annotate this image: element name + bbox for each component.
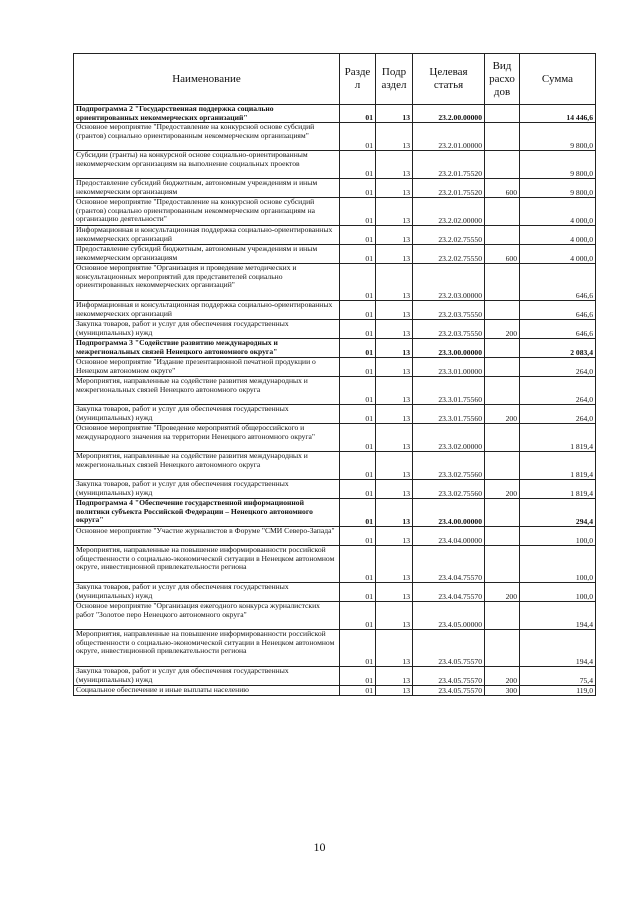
header-subsection: Подр аздел — [376, 54, 413, 105]
cell-target-article: 23.3.01.75560 — [413, 405, 485, 424]
header-sum: Сумма — [520, 54, 596, 105]
cell-target-article: 23.3.02.75560 — [413, 452, 485, 480]
cell-name: Социальное обеспечение и иные выплаты населению — [74, 686, 340, 696]
cell-sum: 294,4 — [520, 499, 596, 527]
table-row — [74, 301, 596, 320]
cell-target-article: 23.2.01.75520 — [413, 151, 485, 179]
cell-section: 01 — [340, 667, 376, 686]
cell-expense-type — [485, 358, 520, 377]
cell-section: 01 — [340, 377, 376, 405]
cell-expense-type — [485, 264, 520, 301]
cell-section: 01 — [340, 424, 376, 452]
cell-sum: 264,0 — [520, 358, 596, 377]
table-row — [74, 452, 596, 480]
cell-subsection: 13 — [376, 123, 413, 151]
cell-name: Закупка товаров, работ и услуг для обеспечения государственных (муниципальных) нужд — [74, 405, 340, 424]
cell-section: 01 — [340, 405, 376, 424]
cell-expense-type: 200 — [485, 480, 520, 499]
table-row — [74, 179, 596, 198]
cell-name: Мероприятия, направленные на повышение информированности российской общественности о социально-экономической ситуации в Ненецком автономном округе, инвестиционной привлекательности региона — [74, 630, 340, 667]
cell-name: Информационная и консультационная поддержка социально-ориентированных некоммерческих организаций — [74, 226, 340, 245]
cell-sum: 646,6 — [520, 320, 596, 339]
cell-target-article: 23.2.02.75550 — [413, 226, 485, 245]
cell-section: 01 — [340, 320, 376, 339]
table-body — [74, 105, 596, 696]
table-row — [74, 377, 596, 405]
cell-name: Закупка товаров, работ и услуг для обеспечения государственных (муниципальных) нужд — [74, 320, 340, 339]
cell-target-article: 23.4.05.00000 — [413, 602, 485, 630]
cell-expense-type — [485, 105, 520, 123]
cell-expense-type: 200 — [485, 667, 520, 686]
cell-name: Мероприятия, направленные на повышение информированности российской общественности о социально-экономической ситуации в Ненецком автономном округе, инвестиционной привлекательности региона — [74, 546, 340, 583]
cell-name: Подпрограмма 3 "Содействие развитию международных и межрегиональных связей Ненецкого автономного округа" — [74, 339, 340, 358]
cell-target-article: 23.2.01.75520 — [413, 179, 485, 198]
cell-target-article: 23.4.00.00000 — [413, 499, 485, 527]
table-row — [74, 105, 596, 123]
cell-sum: 1 819,4 — [520, 452, 596, 480]
cell-sum: 9 800,0 — [520, 179, 596, 198]
cell-target-article: 23.4.05.75570 — [413, 630, 485, 667]
cell-expense-type — [485, 602, 520, 630]
header-name: Наименование — [74, 54, 340, 105]
cell-name: Субсидии (гранты) на конкурсной основе социально-ориентированным некоммерческим организациям на выполнение социальных проектов — [74, 151, 340, 179]
table-row — [74, 499, 596, 527]
cell-section: 01 — [340, 686, 376, 696]
cell-subsection: 13 — [376, 452, 413, 480]
cell-sum: 264,0 — [520, 377, 596, 405]
cell-subsection: 13 — [376, 667, 413, 686]
table-row — [74, 320, 596, 339]
cell-name: Основное мероприятие "Организация ежегодного конкурса журналистских работ "Золотое перо Ненецкого автономного округа" — [74, 602, 340, 630]
cell-section: 01 — [340, 226, 376, 245]
cell-expense-type — [485, 452, 520, 480]
table-row — [74, 667, 596, 686]
table-row — [74, 630, 596, 667]
cell-sum: 100,0 — [520, 546, 596, 583]
cell-expense-type — [485, 377, 520, 405]
table-row — [74, 424, 596, 452]
cell-section: 01 — [340, 179, 376, 198]
table-row — [74, 686, 596, 696]
table-row — [74, 405, 596, 424]
cell-target-article: 23.4.05.75570 — [413, 686, 485, 696]
cell-name: Основное мероприятие "Участие журналистов в Форуме "СМИ Северо-Запада" — [74, 527, 340, 546]
cell-target-article: 23.2.03.75550 — [413, 320, 485, 339]
table-row — [74, 546, 596, 583]
cell-name: Подпрограмма 4 "Обеспечение государственной информационной политики субъекта Российской Федерации – Ненецкого автономного округа" — [74, 499, 340, 527]
cell-section: 01 — [340, 480, 376, 499]
cell-section: 01 — [340, 602, 376, 630]
table-row — [74, 358, 596, 377]
table-row — [74, 339, 596, 358]
cell-subsection: 13 — [376, 424, 413, 452]
cell-expense-type — [485, 630, 520, 667]
cell-expense-type: 600 — [485, 245, 520, 264]
cell-name: Мероприятия, направленные на содействие развития международных и межрегиональных связей Ненецкого автономного округа — [74, 452, 340, 480]
cell-subsection: 13 — [376, 151, 413, 179]
cell-sum: 119,0 — [520, 686, 596, 696]
cell-target-article: 23.3.01.00000 — [413, 358, 485, 377]
cell-section: 01 — [340, 358, 376, 377]
cell-name: Основное мероприятие "Издание презентационной печатной продукции о Ненецком автономном округе" — [74, 358, 340, 377]
table-row — [74, 583, 596, 602]
cell-expense-type — [485, 198, 520, 226]
cell-sum: 4 000,0 — [520, 226, 596, 245]
table-header-row — [74, 54, 596, 105]
cell-expense-type: 200 — [485, 405, 520, 424]
table-row — [74, 123, 596, 151]
cell-sum: 9 800,0 — [520, 151, 596, 179]
cell-sum: 100,0 — [520, 583, 596, 602]
cell-sum: 75,4 — [520, 667, 596, 686]
cell-target-article: 23.4.04.00000 — [413, 527, 485, 546]
cell-target-article: 23.2.00.00000 — [413, 105, 485, 123]
cell-expense-type — [485, 499, 520, 527]
page-number: 10 — [313, 840, 326, 854]
cell-name: Предоставление субсидий бюджетным, автономным учреждениям и иным некоммерческим организациям — [74, 179, 340, 198]
cell-sum: 194,4 — [520, 630, 596, 667]
cell-name: Основное мероприятие "Организация и проведение методических и консультационных мероприятий для представителей социально ориентированных некоммерческих организаций" — [74, 264, 340, 301]
cell-subsection: 13 — [376, 245, 413, 264]
cell-expense-type — [485, 123, 520, 151]
cell-name: Предоставление субсидий бюджетным, автономным учреждениям и иным некоммерческим организациям — [74, 245, 340, 264]
cell-target-article: 23.3.02.75560 — [413, 480, 485, 499]
cell-target-article: 23.3.01.75560 — [413, 377, 485, 405]
cell-name: Информационная и консультационная поддержка социально-ориентированных некоммерческих организаций — [74, 301, 340, 320]
cell-target-article: 23.3.02.00000 — [413, 424, 485, 452]
cell-section: 01 — [340, 245, 376, 264]
cell-subsection: 13 — [376, 405, 413, 424]
cell-expense-type — [485, 424, 520, 452]
header-target-article: Целевая статья — [413, 54, 485, 105]
cell-section: 01 — [340, 301, 376, 320]
cell-name: Основное мероприятие "Предоставление на конкурсной основе субсидий (грантов) социально ориентированным некоммерческим организациям на организацию деятельности" — [74, 198, 340, 226]
cell-subsection: 13 — [376, 198, 413, 226]
header-expense-type: Вид расхо дов — [485, 54, 520, 105]
cell-name: Подпрограмма 2 "Государственная поддержка социально ориентированных некоммерческих организаций" — [74, 105, 340, 123]
cell-section: 01 — [340, 123, 376, 151]
cell-subsection: 13 — [376, 179, 413, 198]
cell-subsection: 13 — [376, 527, 413, 546]
cell-sum: 1 819,4 — [520, 480, 596, 499]
cell-section: 01 — [340, 527, 376, 546]
cell-subsection: 13 — [376, 358, 413, 377]
table-row — [74, 602, 596, 630]
cell-subsection: 13 — [376, 630, 413, 667]
table-row — [74, 480, 596, 499]
cell-subsection: 13 — [376, 226, 413, 245]
cell-expense-type: 600 — [485, 179, 520, 198]
cell-section: 01 — [340, 105, 376, 123]
cell-name: Закупка товаров, работ и услуг для обеспечения государственных (муниципальных) нужд — [74, 667, 340, 686]
cell-section: 01 — [340, 499, 376, 527]
cell-target-article: 23.4.04.75570 — [413, 546, 485, 583]
cell-sum: 14 446,6 — [520, 105, 596, 123]
budget-table-sheet — [73, 53, 595, 696]
cell-target-article: 23.3.00.00000 — [413, 339, 485, 358]
cell-sum: 2 083,4 — [520, 339, 596, 358]
cell-name: Основное мероприятие "Проведение мероприятий общероссийского и международного значения на территории Ненецкого автономного округа" — [74, 424, 340, 452]
cell-subsection: 13 — [376, 480, 413, 499]
cell-expense-type: 300 — [485, 686, 520, 696]
cell-target-article: 23.2.02.00000 — [413, 198, 485, 226]
cell-sum: 9 800,0 — [520, 123, 596, 151]
cell-name: Закупка товаров, работ и услуг для обеспечения государственных (муниципальных) нужд — [74, 480, 340, 499]
table-row — [74, 245, 596, 264]
cell-subsection: 13 — [376, 499, 413, 527]
cell-name: Закупка товаров, работ и услуг для обеспечения государственных (муниципальных) нужд — [74, 583, 340, 602]
cell-target-article: 23.2.03.75550 — [413, 301, 485, 320]
cell-name: Мероприятия, направленные на содействие развития международных и межрегиональных связей Ненецкого автономного округа — [74, 377, 340, 405]
cell-target-article: 23.2.01.00000 — [413, 123, 485, 151]
cell-subsection: 13 — [376, 320, 413, 339]
cell-expense-type — [485, 301, 520, 320]
cell-target-article: 23.2.02.75550 — [413, 245, 485, 264]
cell-subsection: 13 — [376, 339, 413, 358]
table-row — [74, 151, 596, 179]
cell-section: 01 — [340, 198, 376, 226]
cell-target-article: 23.4.05.75570 — [413, 667, 485, 686]
cell-section: 01 — [340, 151, 376, 179]
cell-section: 01 — [340, 546, 376, 583]
cell-subsection: 13 — [376, 602, 413, 630]
cell-sum: 4 000,0 — [520, 198, 596, 226]
table-row — [74, 264, 596, 301]
cell-target-article: 23.4.04.75570 — [413, 583, 485, 602]
cell-section: 01 — [340, 630, 376, 667]
cell-expense-type — [485, 339, 520, 358]
cell-expense-type: 200 — [485, 583, 520, 602]
cell-expense-type — [485, 151, 520, 179]
cell-subsection: 13 — [376, 583, 413, 602]
cell-sum: 646,6 — [520, 301, 596, 320]
cell-subsection: 13 — [376, 546, 413, 583]
cell-sum: 264,0 — [520, 405, 596, 424]
cell-section: 01 — [340, 583, 376, 602]
cell-subsection: 13 — [376, 264, 413, 301]
cell-section: 01 — [340, 339, 376, 358]
cell-sum: 100,0 — [520, 527, 596, 546]
cell-expense-type — [485, 546, 520, 583]
table-row — [74, 198, 596, 226]
cell-subsection: 13 — [376, 105, 413, 123]
header-section: Разде л — [340, 54, 376, 105]
cell-expense-type — [485, 527, 520, 546]
cell-expense-type — [485, 226, 520, 245]
cell-section: 01 — [340, 264, 376, 301]
cell-expense-type: 200 — [485, 320, 520, 339]
cell-sum: 1 819,4 — [520, 424, 596, 452]
cell-target-article: 23.2.03.00000 — [413, 264, 485, 301]
table-row — [74, 527, 596, 546]
cell-subsection: 13 — [376, 301, 413, 320]
cell-sum: 646,6 — [520, 264, 596, 301]
cell-sum: 194,4 — [520, 602, 596, 630]
budget-table — [73, 53, 596, 696]
cell-sum: 4 000,0 — [520, 245, 596, 264]
cell-name: Основное мероприятие "Предоставление на конкурсной основе субсидий (грантов) социально ориентированным некоммерческим организациям" — [74, 123, 340, 151]
cell-section: 01 — [340, 452, 376, 480]
cell-subsection: 13 — [376, 377, 413, 405]
table-row — [74, 226, 596, 245]
cell-subsection: 13 — [376, 686, 413, 696]
